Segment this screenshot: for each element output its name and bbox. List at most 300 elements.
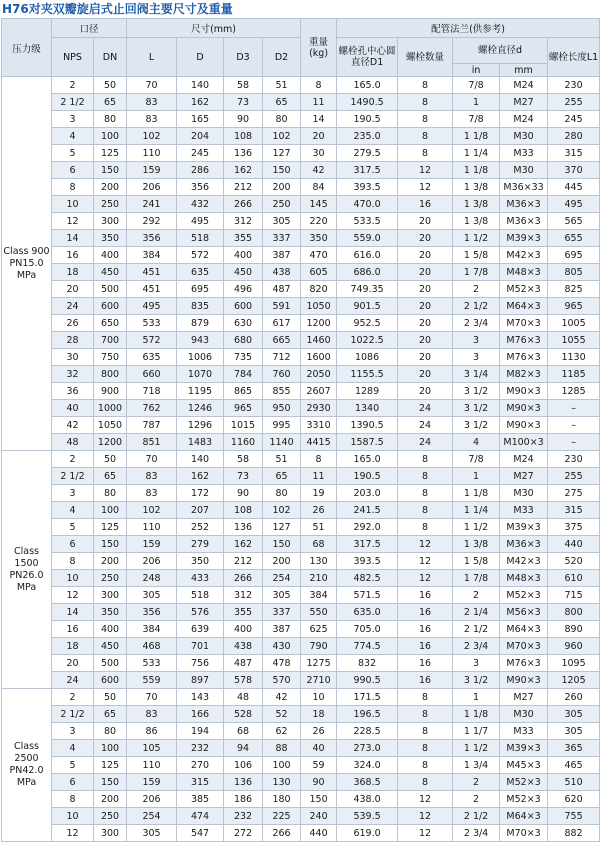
table-row xyxy=(2,808,600,825)
table-cell: 102 xyxy=(127,502,177,519)
table-cell: M39×3 xyxy=(500,519,548,536)
table-cell: 162 xyxy=(224,536,263,553)
table-cell: 230 xyxy=(548,451,600,468)
table-cell: M48×3 xyxy=(500,570,548,587)
table-cell: M70×3 xyxy=(500,825,548,842)
table-cell: 3 xyxy=(453,332,500,349)
table-cell: 2607 xyxy=(301,383,337,400)
table-cell: 70 xyxy=(127,77,177,94)
table-cell: 625 xyxy=(301,621,337,638)
table-cell: 16 xyxy=(398,621,453,638)
table-cell: 8 xyxy=(398,706,453,723)
table-cell: M56×3 xyxy=(500,604,548,621)
table-cell: 518 xyxy=(177,587,224,604)
table-row xyxy=(2,145,600,162)
table-cell: 20 xyxy=(398,213,453,230)
table-cell: 58 xyxy=(224,77,263,94)
table-cell: 20 xyxy=(398,247,453,264)
table-cell: 12 xyxy=(52,213,94,230)
table-cell: 3 xyxy=(52,485,94,502)
table-cell: 705.0 xyxy=(337,621,398,638)
table-cell: 635.0 xyxy=(337,604,398,621)
table-cell: 393.5 xyxy=(337,553,398,570)
table-cell: M27 xyxy=(500,689,548,706)
table-cell: 1 1/8 xyxy=(453,162,500,179)
table-cell: 5 xyxy=(52,757,94,774)
table-cell: 12 xyxy=(398,570,453,587)
table-cell: 300 xyxy=(94,587,127,604)
table-cell: 8 xyxy=(398,723,453,740)
table-cell: 206 xyxy=(127,179,177,196)
table-cell: 159 xyxy=(127,536,177,553)
table-cell: 8 xyxy=(398,128,453,145)
table-cell: 165.0 xyxy=(337,77,398,94)
table-cell: 4 xyxy=(52,502,94,519)
table-cell: 1 3/4 xyxy=(453,757,500,774)
table-cell: 317.5 xyxy=(337,162,398,179)
table-cell: 1 7/8 xyxy=(453,264,500,281)
table-cell: 26 xyxy=(52,315,94,332)
table-cell: 600 xyxy=(94,672,127,689)
table-cell: 315 xyxy=(548,502,600,519)
table-cell: 440 xyxy=(301,825,337,842)
table-cell: 62 xyxy=(263,723,301,740)
table-cell: 337 xyxy=(263,230,301,247)
table-cell: – xyxy=(548,434,600,451)
table-cell: M39×3 xyxy=(500,230,548,247)
table-cell: 20 xyxy=(52,281,94,298)
table-cell: 130 xyxy=(263,774,301,791)
table-cell: 172 xyxy=(177,485,224,502)
table-cell: 550 xyxy=(301,604,337,621)
table-cell: 1 1/2 xyxy=(453,740,500,757)
table-cell: M48×3 xyxy=(500,264,548,281)
table-cell: 159 xyxy=(127,774,177,791)
table-cell: 1390.5 xyxy=(337,417,398,434)
table-cell: 225 xyxy=(263,808,301,825)
table-cell: 136 xyxy=(224,519,263,536)
table-cell: 266 xyxy=(263,825,301,842)
table-cell: 80 xyxy=(263,485,301,502)
table-cell: 190.5 xyxy=(337,111,398,128)
table-row xyxy=(2,179,600,196)
table-cell: M100×3 xyxy=(500,434,548,451)
table-cell: 800 xyxy=(94,366,127,383)
table-cell: 2050 xyxy=(301,366,337,383)
table-cell: 280 xyxy=(548,128,600,145)
table-cell: 665 xyxy=(263,332,301,349)
table-cell: 337 xyxy=(263,604,301,621)
table-cell: 496 xyxy=(224,281,263,298)
table-cell: 465 xyxy=(548,757,600,774)
table-cell: 2 3/4 xyxy=(453,315,500,332)
table-cell: 1275 xyxy=(301,655,337,672)
table-cell: 200 xyxy=(94,791,127,808)
table-cell: M64×3 xyxy=(500,298,548,315)
table-cell: 825 xyxy=(548,281,600,298)
table-cell: 125 xyxy=(94,145,127,162)
table-cell: 24 xyxy=(52,298,94,315)
table-cell: 10 xyxy=(52,570,94,587)
table-cell: 470 xyxy=(301,247,337,264)
table-cell: 86 xyxy=(127,723,177,740)
table-cell: 3 xyxy=(453,655,500,672)
table-cell: 7/8 xyxy=(453,451,500,468)
table-cell: 1587.5 xyxy=(337,434,398,451)
table-cell: 600 xyxy=(224,298,263,315)
table-cell: 100 xyxy=(94,740,127,757)
table-cell: 232 xyxy=(177,740,224,757)
table-cell: 150 xyxy=(94,536,127,553)
table-cell: 1015 xyxy=(224,417,263,434)
header-in: in xyxy=(453,64,500,77)
table-cell: 500 xyxy=(94,281,127,298)
table-row xyxy=(2,366,600,383)
table-cell: 14 xyxy=(52,604,94,621)
table-cell: M30 xyxy=(500,128,548,145)
table-cell: M76×3 xyxy=(500,655,548,672)
table-cell: 292.0 xyxy=(337,519,398,536)
table-cell: 433 xyxy=(177,570,224,587)
table-cell: 635 xyxy=(177,264,224,281)
table-cell: 40 xyxy=(52,400,94,417)
table-cell: 232 xyxy=(224,808,263,825)
table-cell: 42 xyxy=(52,417,94,434)
table-cell: 14 xyxy=(301,111,337,128)
table-cell: 1 5/8 xyxy=(453,247,500,264)
table-row xyxy=(2,774,600,791)
table-cell: 528 xyxy=(224,706,263,723)
table-cell: 140 xyxy=(177,451,224,468)
table-cell: 718 xyxy=(127,383,177,400)
table-cell: M24 xyxy=(500,451,548,468)
table-cell: M52×3 xyxy=(500,791,548,808)
table-cell: 48 xyxy=(224,689,263,706)
table-cell: 305 xyxy=(263,213,301,230)
table-cell: 204 xyxy=(177,128,224,145)
table-cell: 712 xyxy=(263,349,301,366)
table-cell: 273.0 xyxy=(337,740,398,757)
table-cell: 16 xyxy=(398,672,453,689)
table-cell: 686.0 xyxy=(337,264,398,281)
table-cell: 1160 xyxy=(224,434,263,451)
table-cell: 565 xyxy=(548,213,600,230)
table-cell: 1022.5 xyxy=(337,332,398,349)
table-cell: 159 xyxy=(127,162,177,179)
table-cell: 16 xyxy=(398,655,453,672)
table-cell: 20 xyxy=(398,230,453,247)
table-cell: 11 xyxy=(301,94,337,111)
table-cell: 20 xyxy=(398,349,453,366)
table-cell: 8 xyxy=(398,757,453,774)
table-cell: 5 xyxy=(52,519,94,536)
table-cell: 1 1/8 xyxy=(453,485,500,502)
table-cell: 445 xyxy=(548,179,600,196)
table-cell: 2 xyxy=(453,587,500,604)
table-cell: 180 xyxy=(263,791,301,808)
table-row xyxy=(2,94,600,111)
table-cell: 3 1/2 xyxy=(453,383,500,400)
table-row xyxy=(2,315,600,332)
table-cell: 12 xyxy=(398,808,453,825)
table-cell: 1296 xyxy=(177,417,224,434)
header-bolt-len: 螺栓长度L1 xyxy=(548,38,600,77)
table-row xyxy=(2,587,600,604)
table-row xyxy=(2,791,600,808)
table-cell: 756 xyxy=(177,655,224,672)
table-cell: 108 xyxy=(224,502,263,519)
table-cell: 90 xyxy=(301,774,337,791)
table-cell: 700 xyxy=(94,332,127,349)
header-d: D xyxy=(177,38,224,77)
table-cell: 210 xyxy=(301,570,337,587)
table-cell: 8 xyxy=(398,468,453,485)
table-cell: 7/8 xyxy=(453,77,500,94)
table-cell: 165.0 xyxy=(337,451,398,468)
table-cell: 12 xyxy=(398,162,453,179)
table-cell: 18 xyxy=(52,264,94,281)
table-cell: 1005 xyxy=(548,315,600,332)
table-cell: 400 xyxy=(94,247,127,264)
table-cell: 65 xyxy=(94,468,127,485)
table-cell: 14 xyxy=(52,230,94,247)
table-cell: 610 xyxy=(548,570,600,587)
header-d3: D3 xyxy=(224,38,263,77)
table-cell: 140 xyxy=(177,77,224,94)
table-cell: 16 xyxy=(398,604,453,621)
table-cell: 8 xyxy=(398,774,453,791)
table-cell: 312 xyxy=(224,587,263,604)
table-cell: 533.5 xyxy=(337,213,398,230)
table-cell: 51 xyxy=(263,77,301,94)
table-cell: 835 xyxy=(177,298,224,315)
table-cell: 19 xyxy=(301,485,337,502)
table-cell: M30 xyxy=(500,706,548,723)
table-header xyxy=(2,19,600,77)
table-cell: 125 xyxy=(94,519,127,536)
table-cell: 212 xyxy=(224,179,263,196)
table-row xyxy=(2,502,600,519)
table-cell: M24 xyxy=(500,111,548,128)
table-cell: 4 xyxy=(453,434,500,451)
table-cell: 393.5 xyxy=(337,179,398,196)
table-cell: 42 xyxy=(263,689,301,706)
table-cell: M64×3 xyxy=(500,808,548,825)
table-cell: 73 xyxy=(224,94,263,111)
table-cell: 40 xyxy=(301,740,337,757)
table-cell: M70×3 xyxy=(500,315,548,332)
table-cell: 635 xyxy=(127,349,177,366)
table-cell: 1600 xyxy=(301,349,337,366)
table-cell: 617 xyxy=(263,315,301,332)
header-bolt-dia: 螺栓直径d xyxy=(453,38,548,64)
table-cell: 1050 xyxy=(301,298,337,315)
table-cell: 468 xyxy=(127,638,177,655)
table-cell: M76×3 xyxy=(500,349,548,366)
table-cell: 355 xyxy=(224,230,263,247)
table-cell: 230 xyxy=(548,77,600,94)
table-cell: 20 xyxy=(398,264,453,281)
table-cell: 762 xyxy=(127,400,177,417)
table-cell: 450 xyxy=(94,264,127,281)
table-cell: 1086 xyxy=(337,349,398,366)
table-cell: 943 xyxy=(177,332,224,349)
table-cell: 83 xyxy=(127,485,177,502)
table-cell: 650 xyxy=(94,315,127,332)
table-cell: 20 xyxy=(398,383,453,400)
table-cell: 1 3/8 xyxy=(453,536,500,553)
table-cell: 12 xyxy=(398,179,453,196)
table-cell: 73 xyxy=(224,468,263,485)
header-bore: 口径 xyxy=(52,19,127,38)
table-cell: 20 xyxy=(398,332,453,349)
table-cell: 6 xyxy=(52,536,94,553)
table-cell: 8 xyxy=(301,451,337,468)
table-cell: 250 xyxy=(94,808,127,825)
table-cell: 1 1/2 xyxy=(453,230,500,247)
table-cell: 400 xyxy=(224,247,263,264)
table-cell: 6 xyxy=(52,774,94,791)
table-cell: 50 xyxy=(94,451,127,468)
table-cell: 18 xyxy=(52,638,94,655)
table-cell: 1 1/7 xyxy=(453,723,500,740)
table-row xyxy=(2,536,600,553)
page-title: H76对夹双瓣旋启式止回阀主要尺寸及重量 xyxy=(2,2,233,16)
table-cell: 1 xyxy=(453,468,500,485)
table-cell: 387 xyxy=(263,621,301,638)
table-cell: 20 xyxy=(398,366,453,383)
table-cell: 8 xyxy=(398,145,453,162)
table-cell: 266 xyxy=(224,196,263,213)
table-cell: M45×3 xyxy=(500,757,548,774)
table-cell: 270 xyxy=(177,757,224,774)
table-cell: 572 xyxy=(177,247,224,264)
table-row xyxy=(2,111,600,128)
table-row xyxy=(2,196,600,213)
table-cell: 315 xyxy=(177,774,224,791)
table-cell: 80 xyxy=(263,111,301,128)
table-cell: 749.35 xyxy=(337,281,398,298)
table-cell: 832 xyxy=(337,655,398,672)
table-cell: 432 xyxy=(177,196,224,213)
table-cell: M30 xyxy=(500,162,548,179)
header-flange: 配管法兰(供参考) xyxy=(337,19,600,38)
table-row xyxy=(2,77,600,94)
table-cell: 12 xyxy=(398,536,453,553)
table-cell: 518 xyxy=(177,230,224,247)
table-cell: 384 xyxy=(301,587,337,604)
table-cell: 6 xyxy=(52,162,94,179)
table-cell: 16 xyxy=(398,196,453,213)
table-cell: 572 xyxy=(127,332,177,349)
table-cell: 2 xyxy=(453,774,500,791)
table-cell: 790 xyxy=(301,638,337,655)
table-cell: 965 xyxy=(224,400,263,417)
table-cell: 24 xyxy=(398,400,453,417)
table-cell: 3 xyxy=(52,111,94,128)
table-cell: 787 xyxy=(127,417,177,434)
table-cell: 1 5/8 xyxy=(453,553,500,570)
table-cell: 2 1/2 xyxy=(52,94,94,111)
table-cell: 1185 xyxy=(548,366,600,383)
table-cell: 240 xyxy=(301,808,337,825)
table-cell: 312 xyxy=(224,213,263,230)
table-cell: 212 xyxy=(224,553,263,570)
table-cell: 616.0 xyxy=(337,247,398,264)
table-cell: 487 xyxy=(224,655,263,672)
header-d1: 螺栓孔中心圆直径D1 xyxy=(337,38,398,77)
table-cell: 16 xyxy=(398,587,453,604)
table-row xyxy=(2,162,600,179)
table-cell: 600 xyxy=(94,298,127,315)
table-cell: 12 xyxy=(398,825,453,842)
table-cell: 279 xyxy=(177,536,224,553)
table-cell: 4 xyxy=(52,128,94,145)
table-cell: 24 xyxy=(398,417,453,434)
table-cell: M36×3 xyxy=(500,213,548,230)
table-cell: 440 xyxy=(548,536,600,553)
table-cell: 4 xyxy=(52,740,94,757)
table-cell: M33 xyxy=(500,502,548,519)
table-cell: 102 xyxy=(263,128,301,145)
table-cell: 190.5 xyxy=(337,468,398,485)
table-row xyxy=(2,468,600,485)
table-cell: 250 xyxy=(94,196,127,213)
table-cell: 1 1/4 xyxy=(453,502,500,519)
table-cell: 10 xyxy=(52,196,94,213)
table-cell: M42×3 xyxy=(500,247,548,264)
table-cell: 1 1/2 xyxy=(453,519,500,536)
table-cell: 8 xyxy=(52,179,94,196)
table-cell: 58 xyxy=(224,451,263,468)
table-cell: 2 xyxy=(52,451,94,468)
table-cell: 102 xyxy=(127,128,177,145)
table-cell: 305 xyxy=(127,825,177,842)
table-cell: 241.5 xyxy=(337,502,398,519)
table-cell: 279.5 xyxy=(337,145,398,162)
table-cell: 292 xyxy=(127,213,177,230)
table-row xyxy=(2,264,600,281)
table-cell: 605 xyxy=(301,264,337,281)
table-row xyxy=(2,570,600,587)
table-cell: 16 xyxy=(52,247,94,264)
table-cell: 245 xyxy=(548,111,600,128)
table-cell: 438 xyxy=(263,264,301,281)
table-cell: 4415 xyxy=(301,434,337,451)
table-cell: 50 xyxy=(94,77,127,94)
table-cell: 100 xyxy=(94,128,127,145)
table-cell: 83 xyxy=(127,468,177,485)
table-cell: 2 xyxy=(453,791,500,808)
table-cell: M36×3 xyxy=(500,536,548,553)
table-cell: M42×3 xyxy=(500,553,548,570)
table-cell: 1 3/8 xyxy=(453,179,500,196)
table-row xyxy=(2,434,600,451)
table-cell: 150 xyxy=(263,536,301,553)
table-cell: 8 xyxy=(52,553,94,570)
table-row xyxy=(2,383,600,400)
table-cell: 701 xyxy=(177,638,224,655)
table-cell: 3 1/2 xyxy=(453,672,500,689)
table-cell: 1 xyxy=(453,94,500,111)
table-cell: 356 xyxy=(127,230,177,247)
table-cell: 495 xyxy=(548,196,600,213)
table-cell: 206 xyxy=(127,553,177,570)
table-cell: 591 xyxy=(263,298,301,315)
table-cell: 65 xyxy=(94,706,127,723)
table-cell: M82×3 xyxy=(500,366,548,383)
table-cell: 350 xyxy=(94,230,127,247)
